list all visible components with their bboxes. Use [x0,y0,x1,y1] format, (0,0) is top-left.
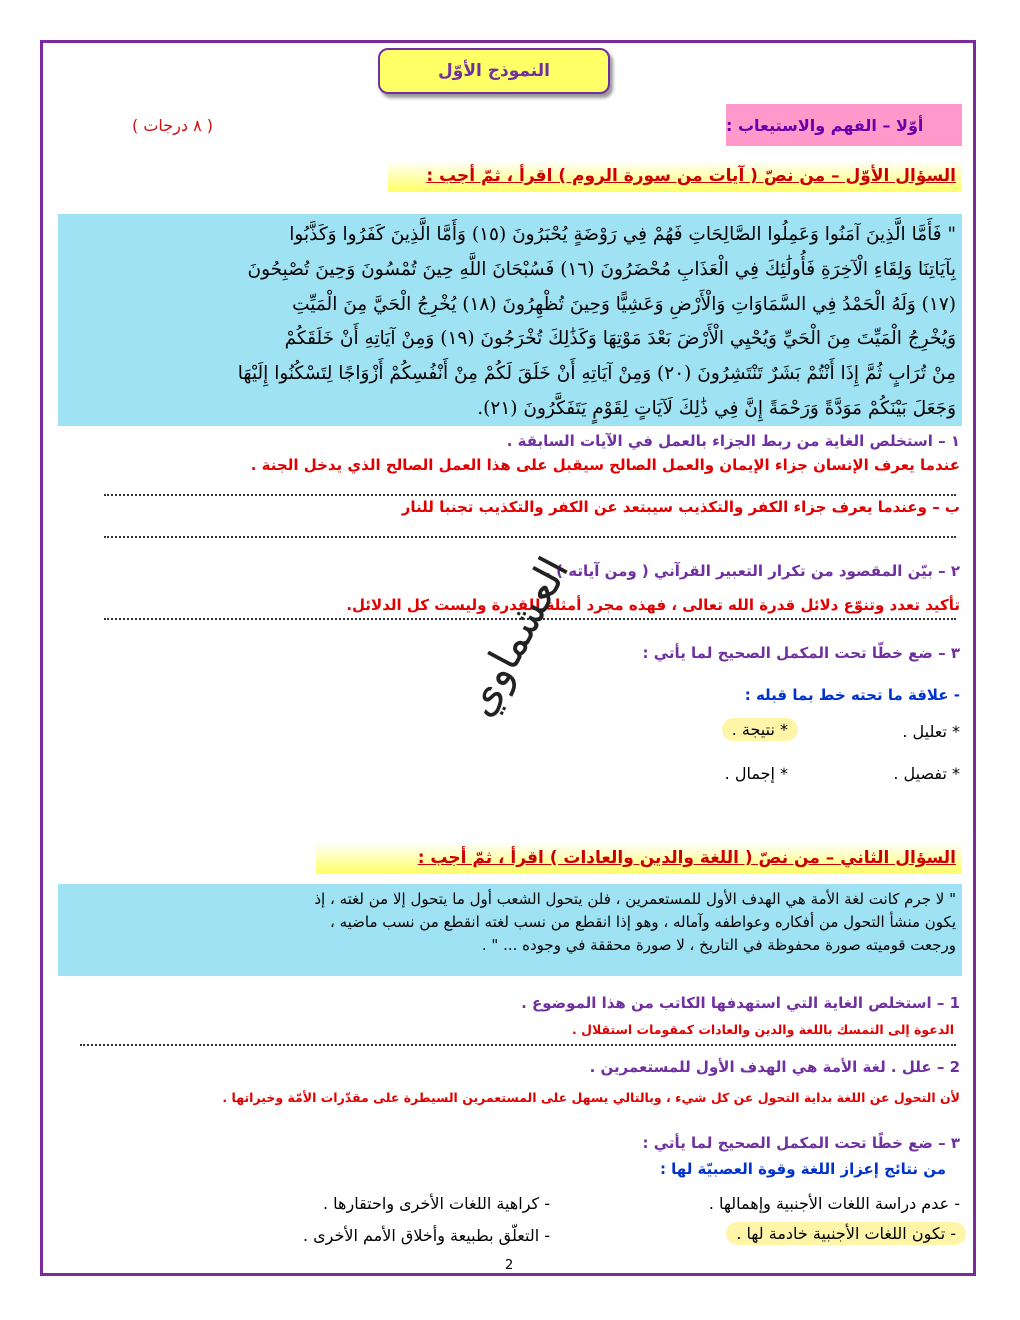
q1-item1-answer-a: عندما يعرف الإنسان جزاء الإيمان والعمل الصالح سيقبل على هذا العمل الصالح الذي يدخل الجنة . [250,456,960,474]
passage-line: " فَأَمَّا الَّذِينَ آمَنُوا وَعَمِلُوا الصَّالِحَاتِ فَهُمْ فِي رَوْضَةٍ يُحْبَرُونَ (١٥) وَأَمَّا الَّذِينَ كَفَرُوا وَكَذَّبُوا [289,224,956,245]
q2-item2-question: 2 – علل . لغة الأمة هي الهدف الأول للمستعمرين . [589,1058,960,1076]
q1-heading: السؤال الأوّل – من نصّ ( آيات من سورة الروم ) اقرأ ، ثمّ أجب : [388,160,962,192]
answer-line [104,536,956,538]
q1-item3-question: ٣ – ضع خطّا تحت المكمل الصحيح لما يأتي : [642,644,960,662]
passage-line: وَيُخْرِجُ الْمَيِّتَ مِنَ الْحَيِّ وَيُحْيِي الْأَرْضَ بَعْدَ مَوْتِهَا وَكَذَٰلِكَ تُخْرَجُونَ (١٩) وَمِنْ آيَاتِهِ أَنْ خَلَقَكُمْ [284,328,956,350]
passage-line: وَجَعَلَ بَيْنَكُمْ مَوَدَّةً وَرَحْمَةً إِنَّ فِي ذَٰلِكَ لَآيَاتٍ لِقَوْمٍ يَتَفَكَّرُونَ (٢١). [477,397,956,419]
q2-option-3-selected[interactable]: - تكون اللغات الأجنبية خادمة لها . [726,1222,966,1245]
q1-item2-question: ٢ – بيّن المقصود من تكرار التعبير القرآني ( ومن آياته ) . [545,562,960,580]
section-heading: أوّلا – الفهم والاستيعاب : [726,104,962,146]
q2-passage [58,884,962,976]
answer-line [80,1044,956,1046]
q1-option-3[interactable]: * تفصيل . [893,764,960,783]
q2-option-4[interactable]: - التعلّق بطبيعة وأخلاق الأمم الأخرى . [302,1226,550,1245]
q1-option-4[interactable]: * إجمال . [724,764,788,783]
q1-item1-answer-b: ب – وعندما يعرف جزاء الكفر والتكذيب سيبتعد عن الكفر والتكذيب تجنبا للنار [401,498,960,516]
watermark-signature: العشماوي [454,548,579,725]
q2-option-1[interactable]: - عدم دراسة اللغات الأجنبية وإهمالها . [708,1194,960,1213]
passage-line: مِنْ تُرَابٍ ثُمَّ إِذَا أَنْتُمْ بَشَرٌ تَنْتَشِرُونَ (٢٠) وَمِنْ آيَاتِهِ أَنْ خَلَقَ لَكُمْ مِنْ أَنْفُسِكُمْ أَزْوَاجًا لِتَسْكُنُوا إِلَيْهَا [237,363,956,385]
q1-item3-prompt: - علاقة ما تحته خط بما قبله : [744,686,960,704]
q1-option-1[interactable]: * تعليل . [902,722,960,741]
q2-item1-answer: الدعوة إلى التمسك باللغة والدين والعادات كمقومات استقلال . [572,1022,954,1037]
q1-passage [58,214,962,426]
passage-line: يكون منشأ التحول من أفكاره وعواطفه وآماله ، وهو إذا انقطع من نسب لغته انقطع من نسب ماضيه ، [329,913,956,931]
passage-line: بِآيَاتِنَا وَلِقَاءِ الْآخِرَةِ فَأُولَٰئِكَ فِي الْعَذَابِ مُحْضَرُونَ (١٦) فَسُبْحَانَ اللَّهِ حِينَ تُمْسُونَ وَحِينَ تُصْبِحُونَ [247,258,956,280]
q1-option-2-selected[interactable]: * نتيجة . [722,718,798,741]
answer-line [104,494,956,496]
model-title: النموذج الأوّل [378,48,610,94]
q2-item3-question: ٣ – ضع خطًا تحت المكمل الصحيح لما يأتي : [642,1134,960,1152]
passage-line: ورجعت قوميته صورة محفوظة في التاريخ ، لا صورة محققة في وجوده ... " . [481,936,956,954]
q2-item3-prompt: من نتائج إعزاز اللغة وقوة العصبيّة لها : [659,1160,946,1178]
passage-line: (١٧) وَلَهُ الْحَمْدُ فِي السَّمَاوَاتِ وَالْأَرْضِ وَعَشِيًّا وَحِينَ تُظْهِرُونَ (١٨) يُخْرِجُ الْحَيَّ مِنَ الْمَيِّتِ [292,293,956,315]
q1-item2-answer: تأكيد تعدد وتنوّع دلائل قدرة الله تعالى ، فهذه مجرد أمثلة للقدرة وليست كل الدلائل. [346,596,960,614]
q2-heading: السؤال الثاني – من نصّ ( اللغة والدين والعادات ) اقرأ ، ثمّ أجب : [316,842,962,874]
q1-item1-question: ١ – استخلص الغاية من ربط الجزاء بالعمل في الآيات السابقة . [506,432,960,450]
q2-item2-answer: لأن التحول عن اللغة بداية التحول عن كل شيء ، وبالتالي يسهل على المستعمرين السيطرة على مقدّرات الأمّة وخيراتها . [222,1090,960,1105]
q2-item1-question: 1 – استخلص الغاية التي استهدفها الكاتب من هذا الموضوع . [521,994,960,1012]
page-number: 2 [505,1258,514,1273]
marks-label: ( ٨ درجات ) [132,116,214,135]
q2-option-2[interactable]: - كراهية اللغات الأخرى واحتقارها . [322,1194,550,1213]
passage-line: " لا جرم كانت لغة الأمة هي الهدف الأول للمستعمرين ، فلن يتحول الشعب أول ما يتحول إلا من لغته ، إذ [314,890,956,908]
